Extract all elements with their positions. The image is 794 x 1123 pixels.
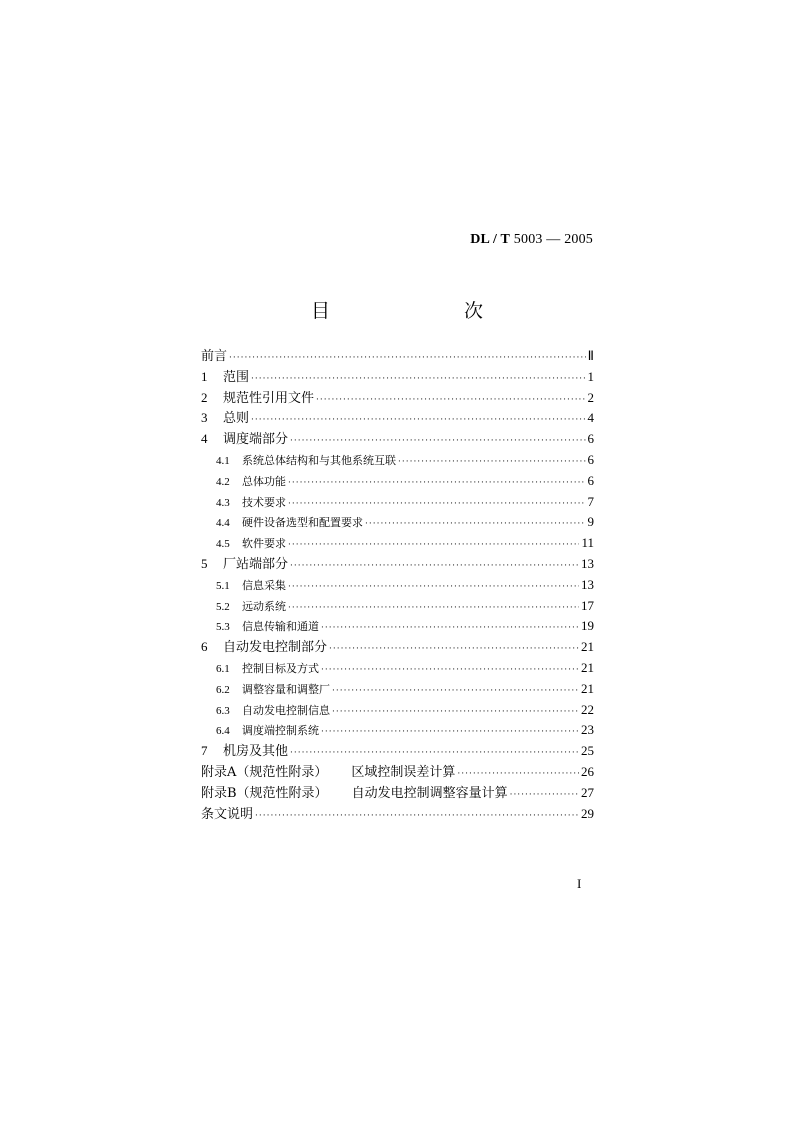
toc-entry[interactable] xyxy=(201,616,594,637)
toc-entry-page: 17 xyxy=(581,597,594,613)
toc-entry-number: 5 xyxy=(201,555,208,571)
toc-entry-label: 总体功能 xyxy=(242,474,286,488)
toc-leader-dots xyxy=(288,535,579,556)
toc-leader-dots xyxy=(510,785,579,806)
toc-leader-dots xyxy=(321,660,579,681)
toc-entry-label: 范围 xyxy=(223,369,250,385)
toc-entry-page: 13 xyxy=(581,576,594,592)
toc-entry[interactable] xyxy=(201,637,594,658)
toc-entry-label: 远动系统 xyxy=(242,599,286,613)
toc-leader-dots xyxy=(365,514,586,535)
toc-entry-page: 6 xyxy=(587,472,594,488)
toc-entry-label: 自动发电控制信息 xyxy=(242,703,330,717)
toc-entry-page: 11 xyxy=(581,535,594,551)
standard-code xyxy=(470,232,593,248)
toc-entry[interactable] xyxy=(201,700,594,721)
toc-entry-page: 23 xyxy=(581,722,594,738)
toc-entry-number: 6 xyxy=(201,639,208,655)
toc-title: 目 次 xyxy=(310,300,515,322)
toc-entry-label: 信息传输和通道 xyxy=(242,620,319,634)
toc-entry-label: 信息采集 xyxy=(242,578,286,592)
toc-entry-label: 技术要求 xyxy=(242,495,286,509)
toc-entry-label: 前言 xyxy=(201,349,228,364)
toc-entry-label: 控制目标及方式 xyxy=(242,661,319,675)
toc-entry-page: 2 xyxy=(587,389,594,405)
toc-leader-dots xyxy=(316,390,585,411)
toc-entry-number: 1 xyxy=(201,368,208,384)
toc-entry-label: 机房及其他 xyxy=(223,744,289,760)
toc-entry-label: 规范性引用文件 xyxy=(223,390,315,406)
toc-entry[interactable] xyxy=(201,471,594,492)
toc-leader-dots xyxy=(457,764,579,785)
toc-entry-page: 21 xyxy=(581,639,594,655)
toc-entry-number: 4 xyxy=(201,431,208,447)
toc-entry-number: 4.4 xyxy=(216,517,230,530)
toc-entry-page: 25 xyxy=(581,743,594,759)
toc-entry-number: 5.1 xyxy=(216,579,230,592)
toc-entry-page: 13 xyxy=(581,555,594,571)
toc-entry[interactable] xyxy=(201,429,594,450)
toc-leader-dots xyxy=(398,452,586,473)
toc-entry-label: 厂站端部分 xyxy=(223,556,289,572)
toc-entry-label: 软件要求 xyxy=(242,537,286,551)
toc-leader-dots xyxy=(332,681,579,702)
toc-leader-dots xyxy=(288,577,579,598)
toc-entry-page: 29 xyxy=(581,805,594,821)
toc-entry[interactable] xyxy=(201,783,594,804)
toc-entry-page: 6 xyxy=(587,451,594,467)
standard-number: 5003 — 2005 xyxy=(513,232,593,247)
toc-entry-page: 6 xyxy=(587,431,594,447)
toc-entry-page: 27 xyxy=(581,784,594,800)
toc-entry-page: 22 xyxy=(581,701,594,717)
toc-entry-number: 6.3 xyxy=(216,704,230,717)
toc-entry[interactable] xyxy=(201,492,594,513)
toc-leader-dots xyxy=(290,743,579,764)
toc-entry-page: 4 xyxy=(587,410,594,426)
toc-entry-page: 26 xyxy=(581,763,594,779)
toc-entry[interactable] xyxy=(201,554,594,575)
toc-entry-number: 6.1 xyxy=(216,662,230,675)
toc-leader-dots xyxy=(332,702,579,723)
toc-leader-dots xyxy=(229,348,586,369)
toc-entry-label: 调度端控制系统 xyxy=(242,724,319,738)
toc-entry-label: 系统总体结构和与其他系统互联 xyxy=(242,453,396,467)
toc-entry-page: 7 xyxy=(587,493,594,509)
toc-entry-number: 4.1 xyxy=(216,454,230,467)
toc-entry-page: Ⅱ xyxy=(587,348,594,363)
toc-leader-dots xyxy=(321,618,579,639)
toc-leader-dots xyxy=(321,722,579,743)
toc-entry[interactable] xyxy=(201,762,594,783)
toc-entry[interactable] xyxy=(201,679,594,700)
toc-entry-number: 4.3 xyxy=(216,496,230,509)
toc-entry-number: 5.3 xyxy=(216,621,230,634)
toc-entry-label: 条文说明 xyxy=(201,806,254,822)
toc-entry-page: 1 xyxy=(587,368,594,384)
toc-entry-label: 附录A（规范性附录） xyxy=(201,764,328,780)
toc-entry-number: 6.2 xyxy=(216,683,230,696)
toc-entry[interactable] xyxy=(201,388,594,409)
toc-entry-label: 总则 xyxy=(223,411,250,427)
toc-entry-page: 9 xyxy=(587,514,594,530)
toc-entry-label: 硬件设备选型和配置要求 xyxy=(242,516,363,530)
toc-entry[interactable] xyxy=(201,533,594,554)
toc-entry[interactable] xyxy=(201,512,594,533)
toc-entry-number: 4.5 xyxy=(216,538,230,551)
toc-leader-dots xyxy=(251,369,585,390)
toc-leader-dots xyxy=(329,639,579,660)
toc-entry[interactable] xyxy=(201,804,594,825)
toc-entry-number: 2 xyxy=(201,389,208,405)
toc-entry-sublabel: 自动发电控制调整容量计算 xyxy=(351,785,508,801)
toc-entry[interactable] xyxy=(201,408,594,429)
toc-entry-number: 3 xyxy=(201,410,208,426)
toc-entry-number: 7 xyxy=(201,743,208,759)
toc-entry-sublabel: 区域控制误差计算 xyxy=(351,764,456,780)
toc-entry-label: 调度端部分 xyxy=(223,432,289,448)
toc-entry-page: 19 xyxy=(581,618,594,634)
toc-entry[interactable] xyxy=(201,367,594,388)
toc-entry[interactable] xyxy=(201,575,594,596)
toc-entry[interactable] xyxy=(201,720,594,741)
toc-entry-number: 5.2 xyxy=(216,600,230,613)
toc-leader-dots xyxy=(288,598,579,619)
toc-entry-label: 调整容量和调整厂 xyxy=(242,682,330,696)
toc-leader-dots xyxy=(255,806,579,827)
toc-entry-page: 21 xyxy=(581,659,594,675)
toc-entry[interactable] xyxy=(201,741,594,762)
toc-leader-dots xyxy=(251,410,585,431)
toc-entry[interactable] xyxy=(201,658,594,679)
table-of-contents xyxy=(201,346,594,824)
toc-leader-dots xyxy=(288,473,586,494)
toc-entry[interactable] xyxy=(201,450,594,471)
toc-leader-dots xyxy=(290,431,585,452)
toc-entry-label: 自动发电控制部分 xyxy=(223,640,328,656)
standard-prefix: DL / T xyxy=(470,232,511,247)
toc-entry-number: 4.2 xyxy=(216,475,230,488)
toc-entry-page: 21 xyxy=(581,680,594,696)
toc-entry[interactable] xyxy=(201,346,594,367)
toc-leader-dots xyxy=(288,494,586,515)
toc-entry-label: 附录B（规范性附录） xyxy=(201,785,328,801)
toc-leader-dots xyxy=(290,556,579,577)
toc-entry-number: 6.4 xyxy=(216,725,230,738)
toc-entry[interactable] xyxy=(201,596,594,617)
page-number: I xyxy=(577,876,582,891)
